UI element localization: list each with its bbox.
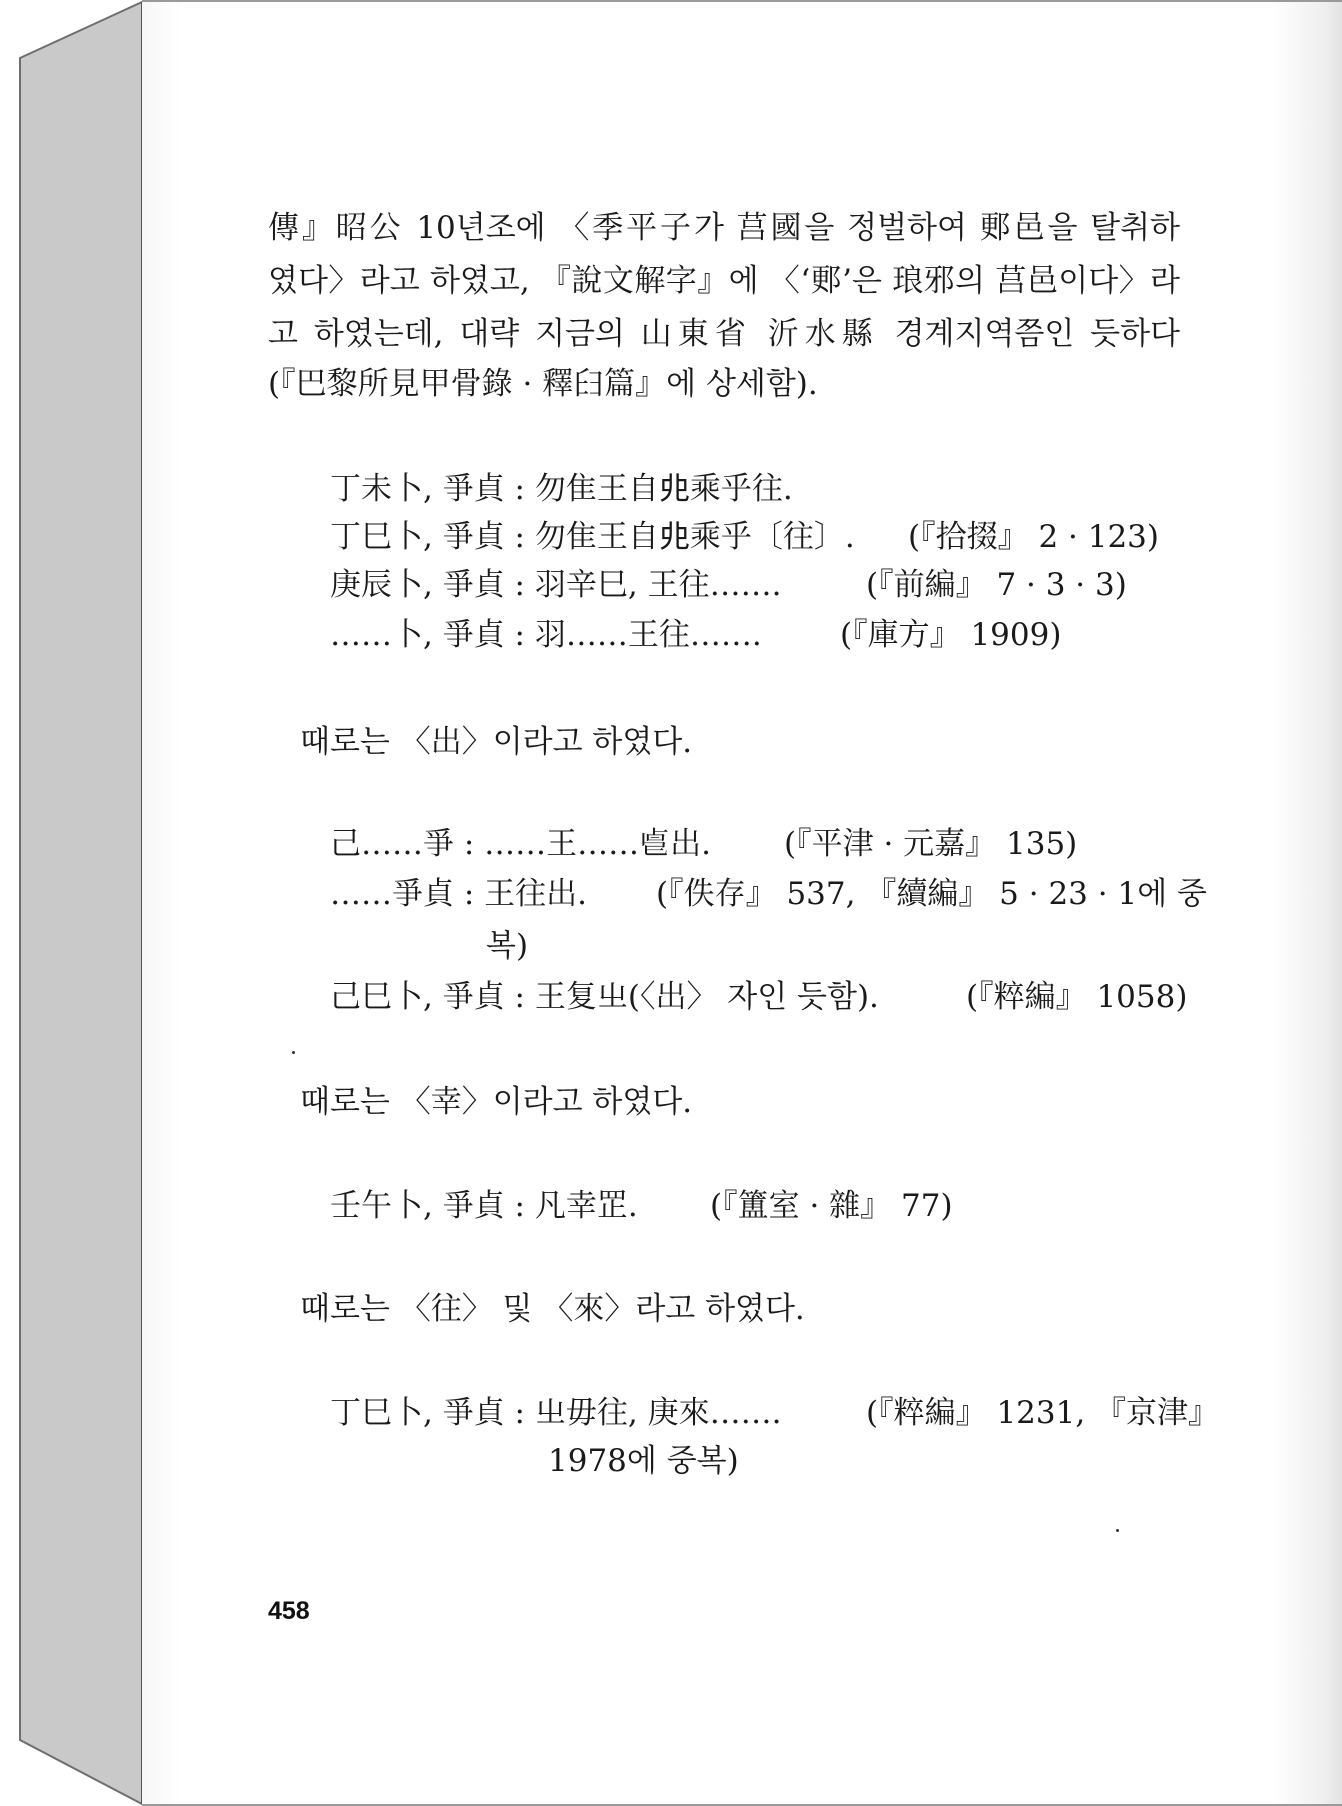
inscription-line: 丁未卜, 爭貞 : 勿隹王自𠑹乘乎往.	[330, 471, 793, 507]
citation: (『前編』 7 · 3 · 3)	[866, 567, 1127, 603]
inscription-line: 丁巳卜, 爭貞 : 勿隹王自𠑹乘乎〔往〕.	[330, 519, 855, 555]
intro-sentence: 때로는 〈幸〉이라고 하였다.	[300, 1084, 693, 1120]
citation-continuation: 복)	[486, 928, 529, 964]
paragraph-line-2: 였다〉라고 하였고, 『說文解字』에 〈‘郠’은 琅邪의 莒邑이다〉라	[268, 263, 1180, 299]
inscription-line: 己……爭 : ……王……𠧢出.	[330, 826, 712, 862]
paragraph-line-3: 고 하였는데, 대략 지금의 山東省 沂水縣 경계지역쯤인 듯하다	[268, 316, 1180, 352]
inscription-line: ……卜, 爭貞 : 羽……王往…….	[330, 617, 762, 653]
print-speck	[292, 1051, 295, 1054]
citation: (『粹編』 1058)	[966, 979, 1188, 1015]
citation: (『庫方』 1909)	[840, 617, 1062, 653]
intro-sentence: 때로는 〈出〉이라고 하였다.	[300, 724, 693, 760]
inscription-line: 己巳卜, 爭貞 : 王复㞢(〈出〉 자인 듯함).	[330, 979, 879, 1015]
page-number: 458	[268, 1597, 310, 1625]
intro-sentence: 때로는 〈往〉 및 〈來〉라고 하였다.	[300, 1291, 805, 1327]
print-speck	[1116, 1529, 1119, 1532]
citation: (『平津 · 元嘉』 135)	[784, 826, 1078, 862]
citation: (『粹編』 1231, 『京津』	[866, 1395, 1220, 1431]
paragraph-line-4: (『巴黎所見甲骨錄 · 釋𦥑篇』에 상세함).	[268, 366, 818, 402]
inscription-line: ……爭貞 : 王往出.	[330, 876, 588, 912]
citation: (『拾掇』 2 · 123)	[908, 519, 1159, 555]
inscription-line: 壬午卜, 爭貞 : 凡幸𦊆.	[330, 1188, 638, 1224]
citation: (『佚存』 537, 『續編』 5 · 23 · 1에 중	[656, 876, 1207, 912]
inscription-line: 庚辰卜, 爭貞 : 羽辛巳, 王往…….	[330, 567, 782, 603]
inscription-line: 丁巳卜, 爭貞 : 㞢毋往, 庚來…….	[330, 1395, 782, 1431]
citation-continuation: 1978에 중복)	[548, 1443, 739, 1479]
citation: (『簠室 · 雜』 77)	[710, 1188, 953, 1224]
paragraph-line-1: 傳』昭公 10년조에 〈季平子가 莒國을 정벌하여 郠邑을 탈취하	[268, 210, 1180, 246]
